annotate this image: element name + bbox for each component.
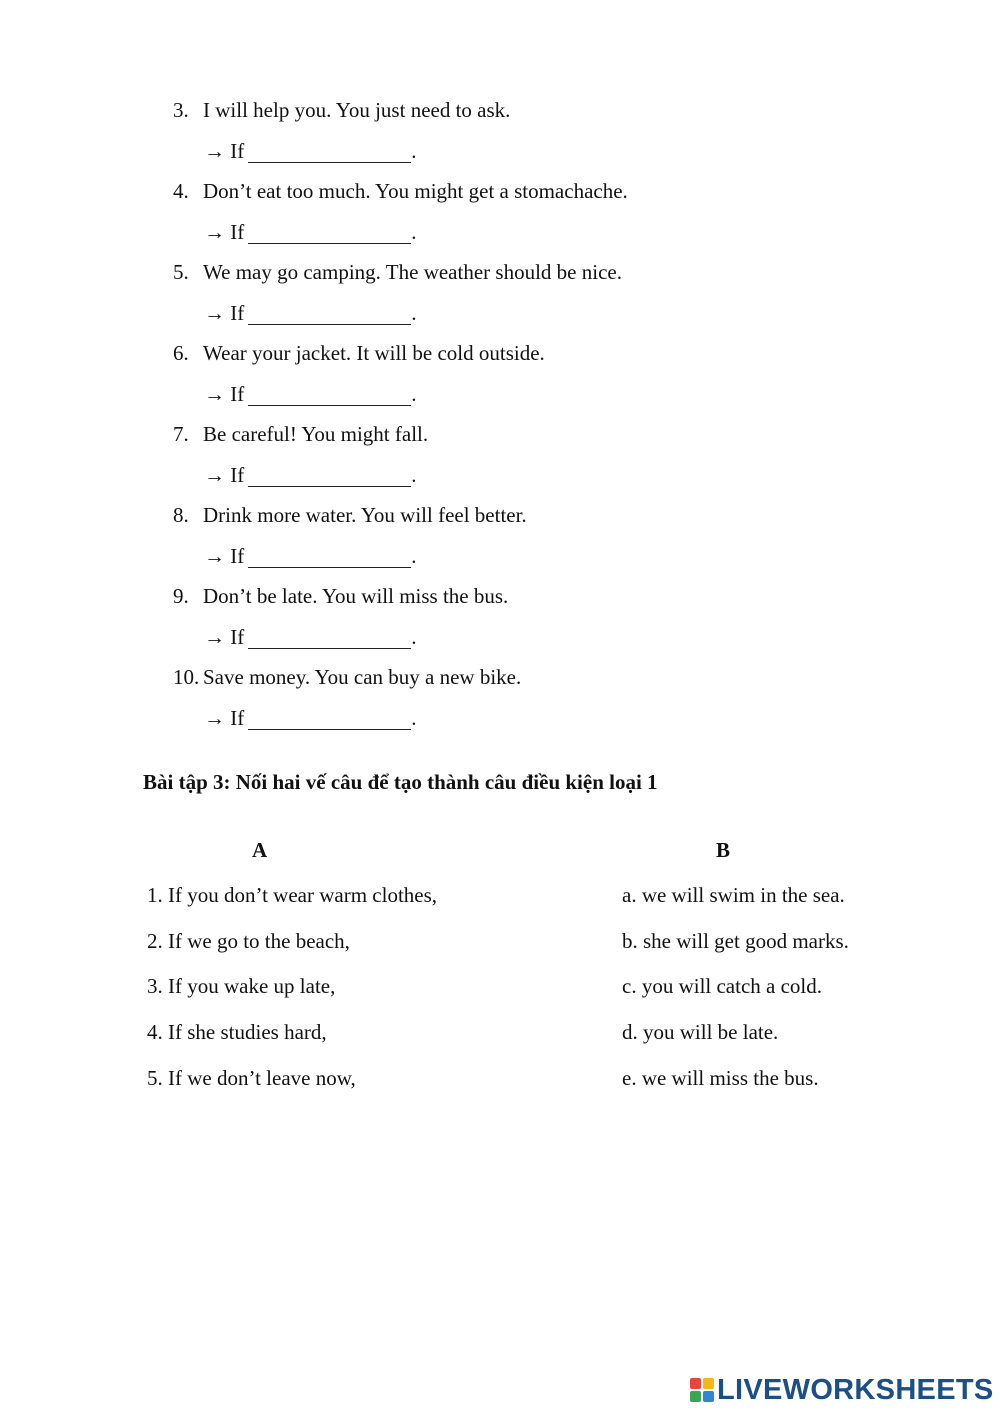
question-7: 7. Be careful! You might fall. (173, 422, 429, 446)
match-item-b-c[interactable]: c. you will catch a cold. (622, 974, 823, 998)
answer-input-6[interactable] (248, 385, 411, 406)
question-4: 4. Don’t eat too much. You might get a stomachache. (173, 179, 628, 203)
answer-line-7: → If . (204, 463, 417, 487)
answer-input-10[interactable] (248, 709, 411, 730)
logo-text: LIVEWORKSHEETS (717, 1373, 994, 1406)
answer-line-3: → If . (204, 139, 417, 163)
answer-input-4[interactable] (248, 223, 411, 244)
answer-input-8[interactable] (248, 547, 411, 568)
match-item-a-2[interactable]: 2. If we go to the beach, (147, 929, 350, 953)
question-9: 9. Don’t be late. You will miss the bus. (173, 584, 509, 608)
match-item-a-3[interactable]: 3. If you wake up late, (147, 974, 336, 998)
column-b-heading: B (716, 838, 731, 862)
match-item-b-d[interactable]: d. you will be late. (622, 1020, 779, 1044)
answer-line-4: → If . (204, 220, 417, 244)
logo-block-blue (703, 1391, 714, 1402)
answer-line-6: → If . (204, 382, 417, 406)
logo-block-red (690, 1378, 701, 1389)
answer-input-5[interactable] (248, 304, 411, 325)
column-a-heading: A (252, 838, 268, 862)
exercise-3-title: Bài tập 3: Nối hai vế câu để tạo thành câu điều kiện loại 1 (143, 770, 658, 794)
question-5: 5. We may go camping. The weather should be nice. (173, 260, 622, 284)
logo-blocks-icon (690, 1378, 714, 1402)
answer-line-10: → If . (204, 706, 417, 730)
question-10: 10. Save money. You can buy a new bike. (173, 665, 522, 689)
match-item-b-e[interactable]: e. we will miss the bus. (622, 1066, 819, 1090)
answer-line-8: → If . (204, 544, 417, 568)
match-item-b-a[interactable]: a. we will swim in the sea. (622, 883, 845, 907)
answer-input-9[interactable] (248, 628, 411, 649)
answer-input-3[interactable] (248, 142, 411, 163)
answer-input-7[interactable] (248, 466, 411, 487)
question-8: 8. Drink more water. You will feel better. (173, 503, 527, 527)
logo-block-green (690, 1391, 701, 1402)
match-item-a-1[interactable]: 1. If you don’t wear warm clothes, (147, 883, 438, 907)
answer-line-5: → If . (204, 301, 417, 325)
question-3: 3. I will help you. You just need to ask. (173, 98, 511, 122)
match-item-b-b[interactable]: b. she will get good marks. (622, 929, 849, 953)
logo-block-yellow (703, 1378, 714, 1389)
match-item-a-4[interactable]: 4. If she studies hard, (147, 1020, 327, 1044)
liveworksheets-logo (690, 1372, 994, 1408)
match-item-a-5[interactable]: 5. If we don’t leave now, (147, 1066, 356, 1090)
question-6: 6. Wear your jacket. It will be cold outside. (173, 341, 545, 365)
answer-line-9: → If . (204, 625, 417, 649)
